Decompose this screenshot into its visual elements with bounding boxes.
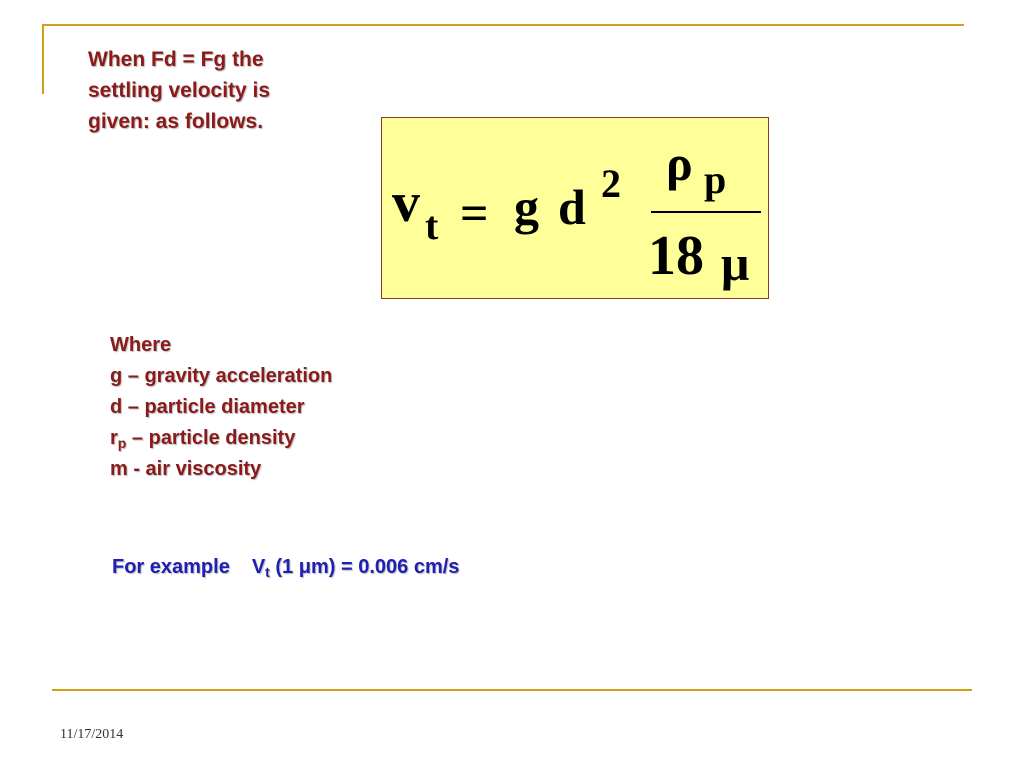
intro-text — [88, 44, 348, 137]
footer-date: 11/17/2014 — [60, 727, 124, 742]
definition-mu: m - air viscosity — [110, 458, 262, 480]
formula-exponent: 2 — [601, 161, 621, 206]
definitions-list — [110, 330, 332, 485]
example-v: V — [251, 556, 266, 578]
definition-d: d – particle diameter — [110, 396, 305, 418]
intro-line-2: settling velocity is — [88, 79, 271, 102]
formula-mu: μ — [721, 235, 750, 291]
top-rule — [42, 24, 964, 26]
left-rule — [42, 24, 44, 94]
intro-line-3: given: as follows. — [88, 110, 264, 133]
formula-denominator-number: 18 — [648, 225, 704, 287]
definition-rho-symbol: r — [110, 427, 118, 449]
definition-rho-text: – particle density — [126, 427, 296, 449]
example-line — [112, 552, 459, 582]
intro-line-1: When Fd = Fg the — [88, 48, 264, 71]
formula-g: g — [514, 179, 539, 235]
definition-rho-subscript: p — [117, 435, 127, 451]
definitions-heading: Where — [110, 334, 172, 356]
formula-d: d — [558, 179, 586, 235]
bottom-rule — [52, 689, 972, 691]
fraction-bar — [651, 211, 761, 213]
formula-equals: = — [460, 185, 489, 241]
formula-p-subscript: p — [704, 157, 727, 202]
example-label: For example — [112, 556, 230, 578]
formula-v: v — [392, 172, 420, 234]
example-expression: (1 μm) = 0.006 cm/s — [269, 556, 460, 578]
example-v-subscript: t — [265, 564, 270, 580]
formula-rho: ρ — [666, 135, 693, 191]
definition-rho — [110, 423, 332, 454]
definition-g: g – gravity acceleration — [110, 365, 333, 387]
formula-t-subscript: t — [425, 203, 439, 248]
settling-velocity-formula — [381, 117, 769, 299]
